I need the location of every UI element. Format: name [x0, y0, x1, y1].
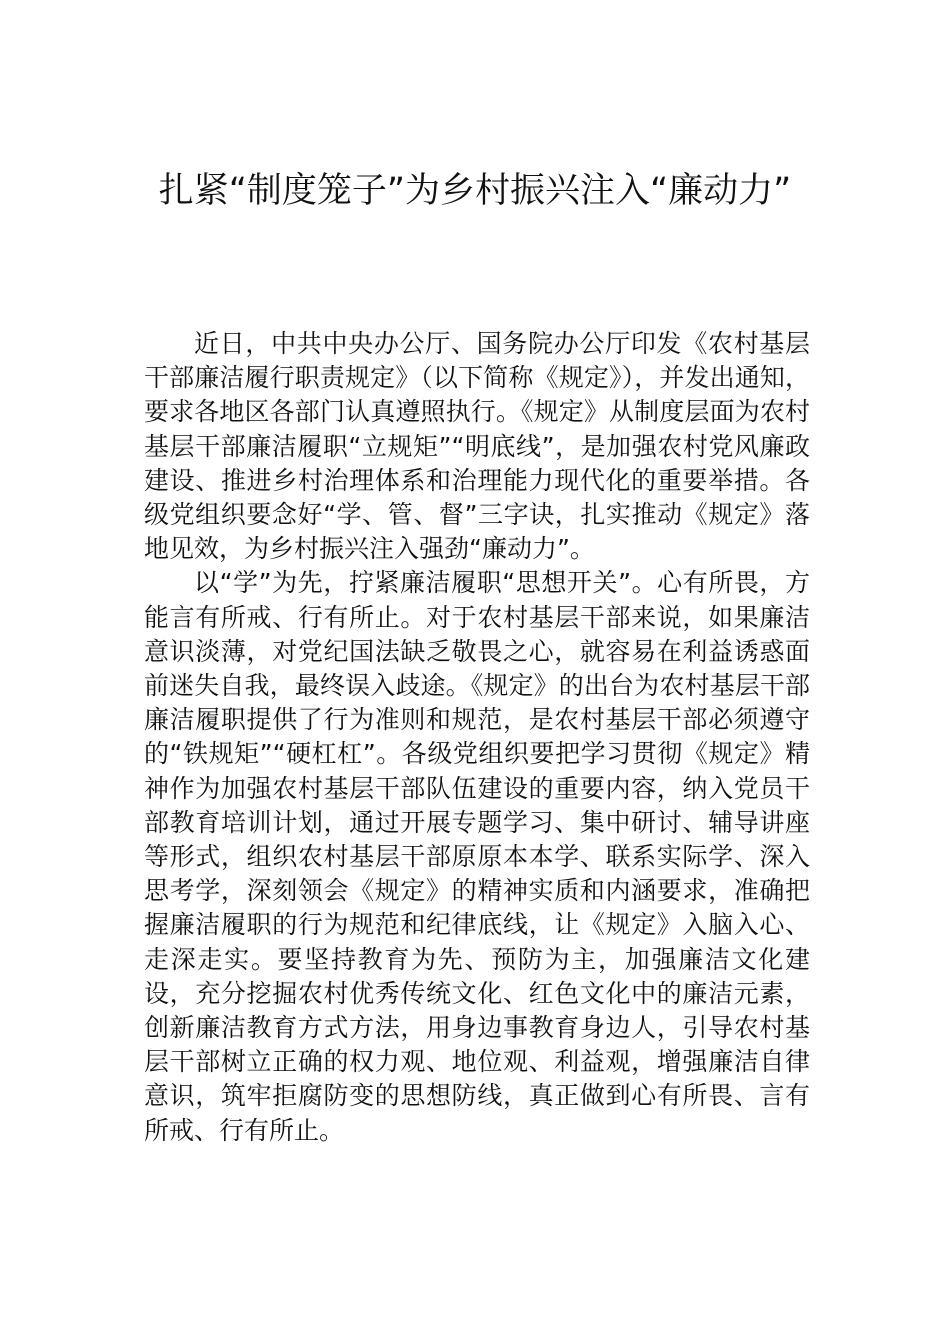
document-title: 扎紧“制度笼子”为乡村振兴注入“廉动力” — [158, 171, 792, 211]
paragraph-learn: 以“学”为先，拧紧廉洁履职“思想开关”。心有所畏，方能言有所戒、行有所止。对于农村基层干部来说，如果廉洁意识淡薄，对党纪国法缺乏敬畏之心，就容易在利益诱惑面前迷失自我，最终误入歧途。《规定》的出台为农村基层干部廉洁履职提供了行为准则和规范，是农村基层干部必须遵守的“铁规矩”“硬杠杠”。各级党组织要把学习贯彻《规定》精神作为加强农村基层干部队伍建设的重要内容，纳入党员干部教育培训计划，通过开展专题学习、集中研讨、辅导讲座等形式，组织农村基层干部原原本本学、联系实际学、深入思考学，深刻领会《规定》的精神实质和内涵要求，准确把握廉洁履职的行为规范和纪律底线，让《规定》入脑入心、走深走实。要坚持教育为先、预防为主，加强廉洁文化建设，充分挖掘农村优秀传统文化、红色文化中的廉洁元素，创新廉洁教育方式方法，用身边事教育身边人，引导农村基层干部树立正确的权力观、地位观、利益观，增强廉洁自律意识，筑牢拒腐防变的思想防线，真正做到心有所畏、言有所戒、行有所止。 — [144, 568, 810, 1145]
paragraph-intro: 近日，中共中央办公厅、国务院办公厅印发《农村基层干部廉洁履行职责规定》（以下简称《规定》），并发出通知，要求各地区各部门认真遵照执行。《规定》从制度层面为农村基层干部廉洁履职“立规矩”“明底线”，是加强农村党风廉政建设、推进乡村治理体系和治理能力现代化的重要举措。各级党组织要念好“学、管、督”三字诀，扎实推动《规定》落地见效，为乡村振兴注入强劲“廉动力”。 — [144, 329, 810, 564]
document-body — [144, 327, 810, 1148]
